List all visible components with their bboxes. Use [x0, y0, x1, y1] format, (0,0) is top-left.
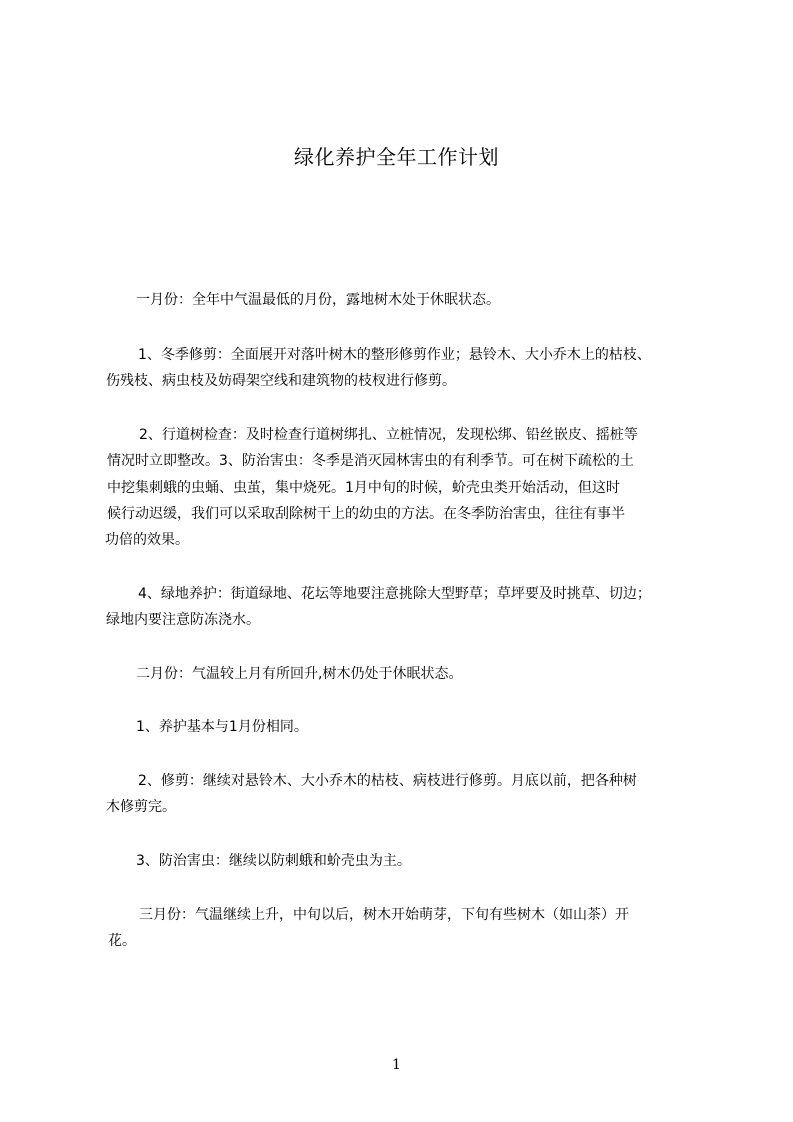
- paragraph-line: 2、修剪：继续对悬铃木、大小乔木的枯枝、病枝进行修剪。月底以前，把各种树: [138, 773, 637, 789]
- document-title: 绿化养护全年工作计划: [294, 145, 499, 169]
- paragraph-line: 4、绿地养护：街道绿地、花坛等地要注意挑除大型野草；草坪要及时挑草、切边；: [138, 586, 651, 602]
- paragraph-line: 情况时立即整改。3、防治害虫：冬季是消灭园林害虫的有利季节。可在树下疏松的土: [107, 453, 634, 469]
- paragraph-line: 候行动迟缓，我们可以采取刮除树干上的幼虫的方法。在冬季防治害虫，往往有事半: [107, 506, 625, 522]
- paragraph-line: 中挖集刺蛾的虫蛹、虫茧，集中烧死。1月中旬的时候，蚧壳虫类开始活动，但这时: [107, 480, 620, 496]
- paragraph-line: 2、行道树检查：及时检查行道树绑扎、立桩情况，发现松绑、铅丝嵌皮、摇桩等: [139, 427, 638, 443]
- paragraph-line: 绿地内要注意防冻浇水。: [106, 612, 260, 628]
- paragraph-line: 一月份：全年中气温最低的月份，露地树木处于休眠状态。: [136, 292, 500, 308]
- paragraph-line: 1、养护基本与1月份相同。: [136, 719, 308, 735]
- paragraph-line: 功倍的效果。: [105, 532, 189, 548]
- paragraph-line: 花。: [108, 933, 136, 949]
- paragraph-line: 3、防治害虫：继续以防刺蛾和蚧壳虫为主。: [136, 853, 411, 869]
- paragraph-line: 1、冬季修剪：全面展开对落叶树木的整形修剪作业；悬铃木、大小乔木上的枯枝、: [138, 347, 651, 363]
- page-number: 1: [392, 1057, 401, 1073]
- paragraph-line: 三月份：气温继续上升，中旬以后，树木开始萌芽，下旬有些树木（如山茶）开: [139, 907, 629, 923]
- paragraph-line: 二月份：气温较上月有所回升,树木仍处于休眠状态。: [136, 666, 463, 682]
- paragraph-line: 木修剪完。: [106, 799, 176, 815]
- paragraph-line: 伤残枝、病虫枝及妨碍架空线和建筑物的枝杈进行修剪。: [106, 373, 456, 389]
